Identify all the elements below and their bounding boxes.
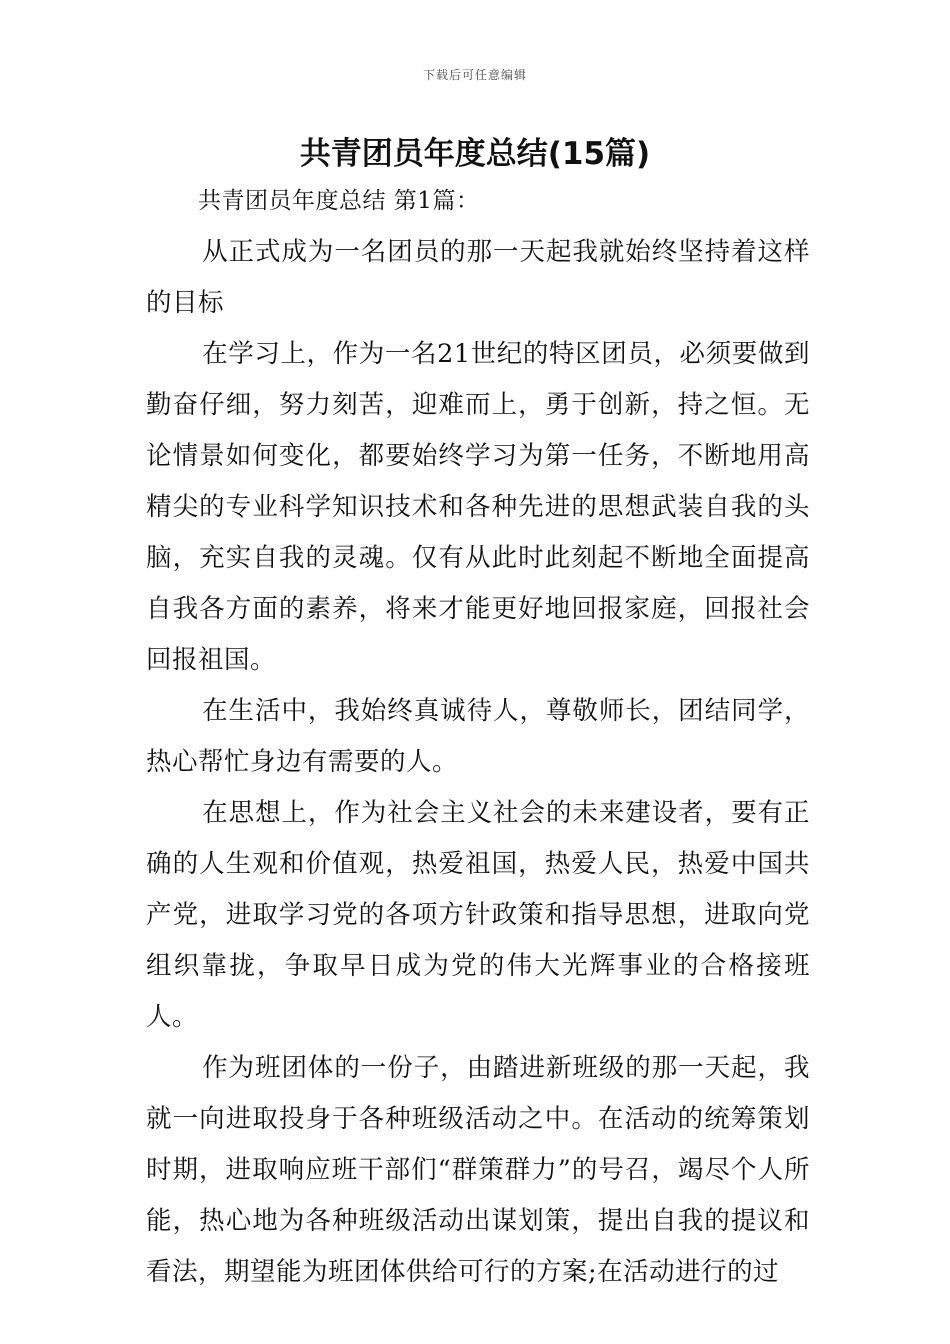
section-subheading: 共青团员年度总结 第1篇： [198,188,480,214]
document-title: 共青团员年度总结(15篇) [299,136,651,172]
header-note: 下载后可任意编辑 [422,68,527,82]
paragraph-study: 在学习上，作为一名21世纪的特区团员，必须要做到勤奋仔细，努力刻苦，迎难而上，勇于创新，持之恒。无论情景如何变化，都要始终学习为第一任务，不断地用高精尖的专业科学知识技术和各种先进的思想武装自我的头脑，充实自我的灵魂。仅有从此时此刻起不断地全面提高自我各方面的素养，将来才能更好地回报家庭，回报社会回报祖国。 [146,339,810,675]
document-body [146,176,810,1298]
paragraph-thought: 在思想上，作为社会主义社会的未来建设者，要有正确的人生观和价值观，热爱祖国，热爱人民，热爱中国共产党，进取学习党的各项方针政策和指导思想，进取向党组织靠拢，争取早日成为党的伟大光辉事业的合格接班人。 [146,798,810,1032]
paragraph-life: 在生活中，我始终真诚待人，尊敬师长，团结同学，热心帮忙身边有需要的人。 [146,696,810,777]
paragraph-goal: 从正式成为一名团员的那一天起我就始终坚持着这样的目标 [146,237,810,318]
paragraph-class: 作为班团体的一份子，由踏进新班级的那一天起，我就一向进取投身于各种班级活动之中。在活动的统筹策划时期，进取响应班干部们“群策群力”的号召，竭尽个人所能，热心地为各种班级活动出谋划策，提出自我的提议和看法，期望能为班团体供给可行的方案;在活动进行的过 [146,1053,810,1287]
